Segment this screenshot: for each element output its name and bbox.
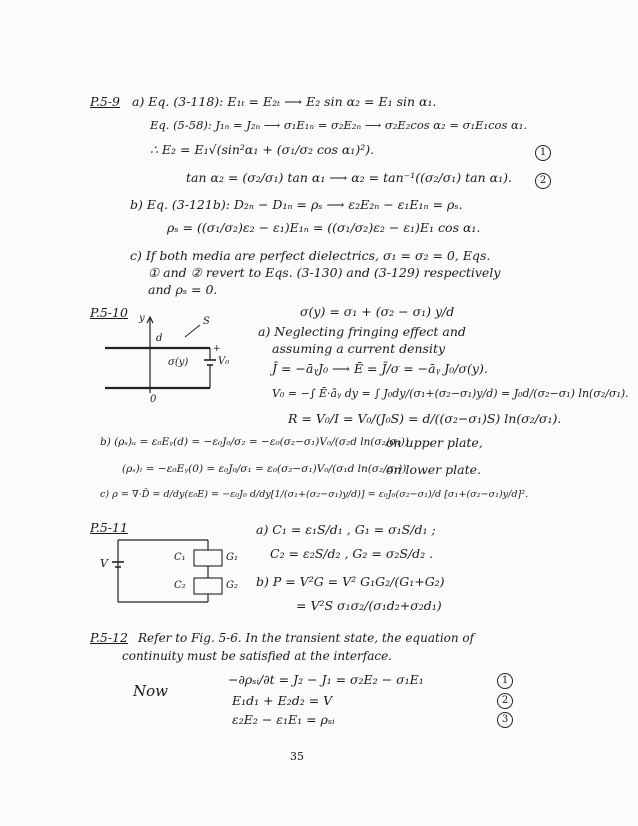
- p511-line-b2: = V²S σ₁σ₂/(σ₁d₂+σ₂d₁): [296, 598, 442, 613]
- p510-line-b2: (ρₛ)ₗ = −ε₀Eᵧ(0) = ε₀J₀/σ₁ = ε₀(σ₂−σ₁)V₀/(σ₁d ln(σ₂/σ₁)): [122, 463, 407, 475]
- p59-line-c3: and ρₛ = 0.: [148, 282, 218, 297]
- p59-line-a2: Eq. (5-58): J₁ₙ = J₂ₙ ⟶ σ₁E₁ₙ = σ₂E₂ₙ ⟶ σ₂E₂cos α₂ = σ₁E₁cos α₁.: [150, 118, 528, 132]
- circled-number-3: 3: [497, 712, 513, 728]
- diagram-d-label: d: [156, 333, 163, 344]
- diagram-plus-sign: +: [213, 344, 221, 354]
- p512-line-1: Refer to Fig. 5-6. In the transient state, the equation of: [138, 631, 475, 645]
- p510-line-b2-remark: on lower plate.: [386, 462, 481, 477]
- p59-line-b1: b) Eq. (3-121b): D₂ₙ − D₁ₙ = ρₛ ⟶ ε₂E₂ₙ − ε₁E₁ₙ = ρₛ.: [130, 197, 463, 212]
- p512-eq-3: ε₂E₂ − ε₁E₁ = ρₛᵢ: [232, 712, 335, 727]
- p510-diagram: [95, 315, 275, 425]
- p512-line-2: continuity must be satisfied at the interface.: [122, 649, 392, 663]
- p511-line-a2: C₂ = ε₂S/d₂ , G₂ = σ₂S/d₂ .: [270, 546, 434, 561]
- circuit-c2-label: C₂: [174, 580, 186, 591]
- p510-sigma-profile: σ(y) = σ₁ + (σ₂ − σ₁) y/d: [300, 304, 455, 319]
- p59-line-b2: ρₛ = ((σ₁/σ₂)ε₂ − ε₁)E₁ₙ = ((σ₁/σ₂)ε₂ − ε₁)E₁ cos α₁.: [167, 220, 481, 235]
- circuit-c1-label: C₁: [174, 552, 186, 563]
- p511-line-a1: a) C₁ = ε₁S/d₁ , G₁ = σ₁S/d₁ ;: [256, 522, 436, 537]
- problem-label-5-11: P.5-11: [90, 520, 128, 535]
- p510-line-a3: J̄ = −āᵧJ₀ ⟶ Ē = J̄/σ = −āᵧ J₀/σ(y).: [272, 361, 488, 376]
- p512-now: Now: [133, 682, 168, 700]
- circuit-source-label: V: [100, 557, 108, 570]
- diagram-s-label: S: [203, 316, 210, 327]
- circled-number-1b: 1: [497, 673, 513, 689]
- diagram-sigma-label: σ(y): [168, 357, 189, 368]
- diagram-v0-label: V₀: [218, 356, 230, 367]
- p510-line-b1: b) (ρₛ)ᵤ = ε₀Eᵧ(d) = −ε₀J₀/σ₂ = −ε₀(σ₂−σ₁)V₀/(σ₂d ln(σ₂/σ₁)): [100, 436, 409, 448]
- p510-line-a2: assuming a current density: [272, 341, 446, 356]
- p59-line-c1: c) If both media are perfect dielectrics, σ₁ = σ₂ = 0, Eqs.: [130, 248, 491, 263]
- p512-eq-2: E₁d₁ + E₂d₂ = V: [232, 693, 333, 708]
- p510-line-b1-remark: on upper plate,: [386, 435, 483, 450]
- circled-number-1: 1: [535, 145, 551, 161]
- circuit-g1-label: G₁: [226, 552, 238, 563]
- problem-label-5-9: P.5-9: [90, 94, 120, 109]
- problem-label-5-10: P.5-10: [90, 305, 128, 320]
- p512-eq-1: −∂ρₛᵢ/∂t = J₂ − J₁ = σ₂E₂ − σ₁E₁: [228, 672, 424, 687]
- diagram-y-axis-label: y: [139, 313, 145, 324]
- p511-circuit: [98, 532, 268, 612]
- p59-line-c2: ① and ② revert to Eqs. (3-130) and (3-129) respectively: [148, 265, 501, 280]
- p510-line-a5: R = V₀/I = V₀/(J₀S) = d/((σ₂−σ₁)S) ln(σ₂/σ₁).: [288, 411, 562, 426]
- circled-number-2b: 2: [497, 693, 513, 709]
- problem-label-5-12: P.5-12: [90, 630, 128, 645]
- p59-line-a1: a) Eq. (3-118): E₁ₜ = E₂ₜ ⟶ E₂ sin α₂ = E₁ sin α₁.: [132, 94, 437, 109]
- p59-line-a4: tan α₂ = (σ₂/σ₁) tan α₁ ⟶ α₂ = tan⁻¹((σ₂/σ₁) tan α₁).: [186, 170, 512, 185]
- page-number: 35: [290, 750, 304, 763]
- p510-line-c1: c) ρ = ∇·D̄ = d/dy(ε₀E) = −ε₀J₀ d/dy[1/(σ₁+(σ₂−σ₁)y/d)] = ε₀J₀(σ₂−σ₁)/d [σ₁+(σ₂−σ₁)y/d]².: [100, 489, 529, 500]
- p510-line-a4: V₀ = −∫ Ē·āᵧ dy = ∫ J₀dy/(σ₁+(σ₂−σ₁)y/d) = J₀d/(σ₂−σ₁) ln(σ₂/σ₁).: [272, 387, 629, 400]
- circled-number-2: 2: [535, 173, 551, 189]
- circuit-g2-label: G₂: [226, 580, 238, 591]
- diagram-origin-label: 0: [150, 394, 157, 405]
- p510-line-a1: a) Neglecting fringing effect and: [258, 324, 466, 339]
- p59-line-a3: ∴ E₂ = E₁√(sin²α₁ + (σ₁/σ₂ cos α₁)²).: [150, 142, 375, 157]
- p511-line-b1: b) P = V²G = V² G₁G₂/(G₁+G₂): [256, 574, 445, 589]
